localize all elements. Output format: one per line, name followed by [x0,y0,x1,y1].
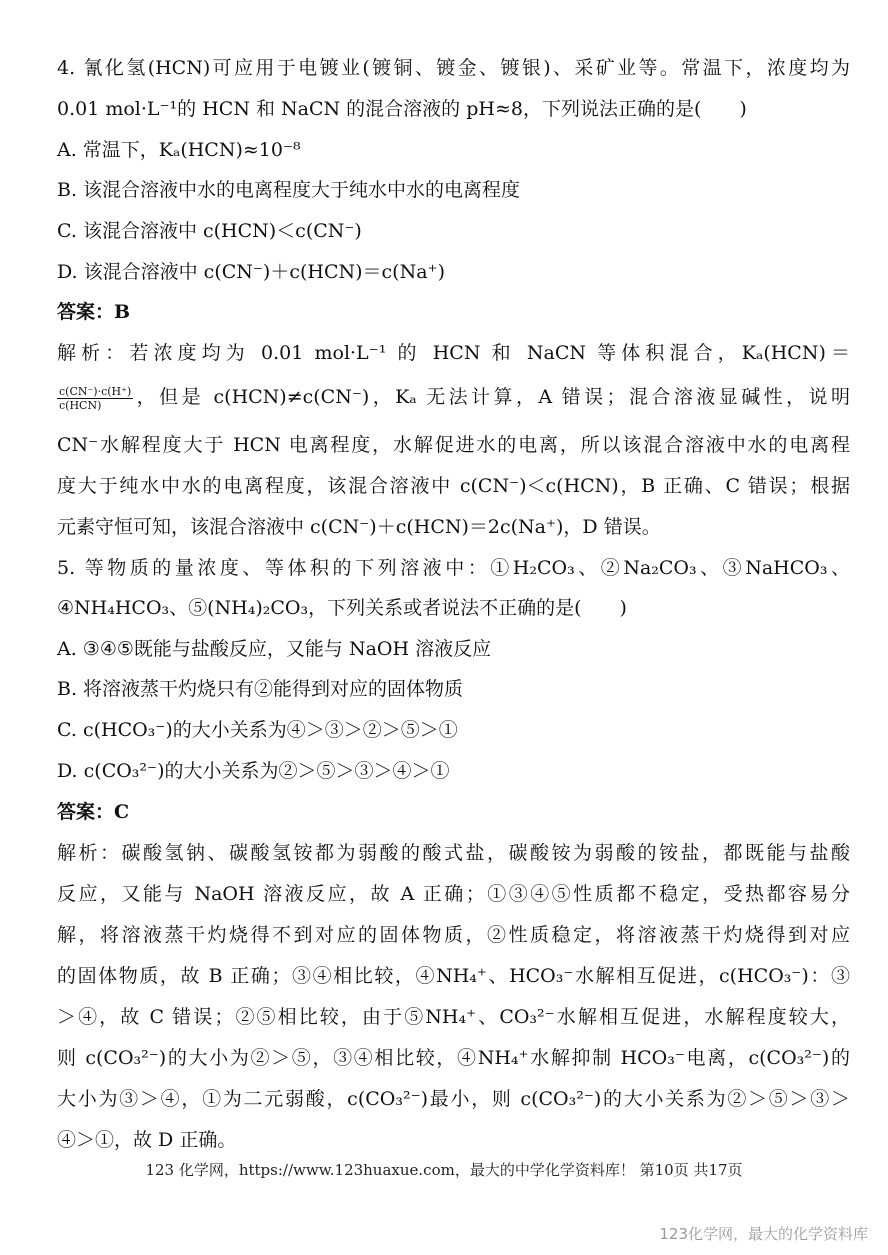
q4-analysis-line2-text: ，但是 c(HCN)≠c(CN⁻)，Kₐ 无法计算，A 错误；混合溶液显碱性，说明 [133,386,850,408]
q5-option-c: C. c(HCO₃⁻)的大小关系为④＞③＞②＞⑤＞① [57,719,458,741]
q5-analysis-line: 解，将溶液蒸干灼烧得不到对应的固体物质，②性质稳定，将溶液蒸干灼烧得到对应 [57,924,850,946]
q4-option-b: B. 该混合溶液中水的电离程度大于纯水中水的电离程度 [57,179,521,201]
q5-option-b: B. 将溶液蒸干灼烧只有②能得到对应的固体物质 [57,678,464,700]
q4-option-c: C. 该混合溶液中 c(HCN)＜c(CN⁻) [57,220,362,242]
q4-analysis-line2 [57,382,850,412]
q4-option-a: A. 常温下，Kₐ(HCN)≈10⁻⁸ [57,139,301,161]
q4-analysis-line4: 度大于纯水中水的电离程度，该混合溶液中 c(CN⁻)＜c(HCN)，B 正确、C 错误；根据 [57,475,850,497]
q5-option-a: A. ③④⑤既能与盐酸反应，又能与 NaOH 溶液反应 [57,638,492,660]
q5-analysis-line: ＞④，故 C 错误；②⑤相比较，由于⑤NH₄⁺、CO₃²⁻水解相互促进，水解程度较大， [57,1006,850,1028]
page-footer: 123 化学网，https://www.123huaxue.com，最大的中学化学资料库！ 第10页 共17页 [145,1161,743,1179]
q4-analysis-line1: 解析：若浓度均为 0.01 mol·L⁻¹ 的 HCN 和 NaCN 等体积混合，Kₐ(HCN)＝ [57,342,850,364]
ka-fraction [57,385,133,412]
q4-stem-line1: 4. 氰化氢(HCN)可应用于电镀业(镀铜、镀金、镀银)、采矿业等。常温下，浓度均为 [57,57,850,79]
q4-stem-line2: 0.01 mol·L⁻¹的 HCN 和 NaCN 的混合溶液的 pH≈8，下列说法正确的是( ) [57,98,747,120]
q5-option-d: D. c(CO₃²⁻)的大小关系为②＞⑤＞③＞④＞① [57,760,450,782]
q4-analysis-line5: 元素守恒可知，该混合溶液中 c(CN⁻)＋c(HCN)＝2c(Na⁺)，D 错误。 [57,516,661,538]
q5-stem-line1: 5. 等物质的量浓度、等体积的下列溶液中：①H₂CO₃、②Na₂CO₃、③NaHCO₃、 [57,557,850,579]
q5-analysis-line: 则 c(CO₃²⁻)的大小为②＞⑤，③④相比较，④NH₄⁺水解抑制 HCO₃⁻电离，c(CO₃²⁻)的 [57,1047,850,1069]
q5-analysis-line: 反应，又能与 NaOH 溶液反应，故 A 正确；①③④⑤性质都不稳定，受热都容易分 [57,883,850,905]
ka-fraction-numerator: c(CN⁻)·c(H⁺) [59,384,132,398]
q5-analysis-line: 的固体物质，故 B 正确；③④相比较，④NH₄⁺、HCO₃⁻水解相互促进，c(HCO₃⁻)：③ [57,965,850,987]
q4-option-d: D. 该混合溶液中 c(CN⁻)＋c(HCN)＝c(Na⁺) [57,261,445,283]
q4-analysis-line3: CN⁻水解程度大于 HCN 电离程度，水解促进水的电离，所以该混合溶液中水的电离程 [57,434,850,456]
ka-fraction-denominator: c(HCN) [59,398,102,412]
q5-analysis-line: 大小为③＞④，①为二元弱酸，c(CO₃²⁻)最小，则 c(CO₃²⁻)的大小关系为②＞⑤＞③＞ [57,1088,850,1110]
q4-answer: 答案：B [57,301,131,323]
q5-analysis-line: ④＞①，故 D 正确。 [57,1129,237,1151]
q5-answer: 答案：C [57,801,130,823]
site-watermark: 123化学网，最大的化学资料库 [659,1225,868,1243]
q5-analysis-line: 解析：碳酸氢钠、碳酸氢铵都为弱酸的酸式盐，碳酸铵为弱酸的铵盐，都既能与盐酸 [57,842,850,864]
q5-stem-line2: ④NH₄HCO₃、⑤(NH₄)₂CO₃，下列关系或者说法不正确的是( ) [57,597,627,619]
